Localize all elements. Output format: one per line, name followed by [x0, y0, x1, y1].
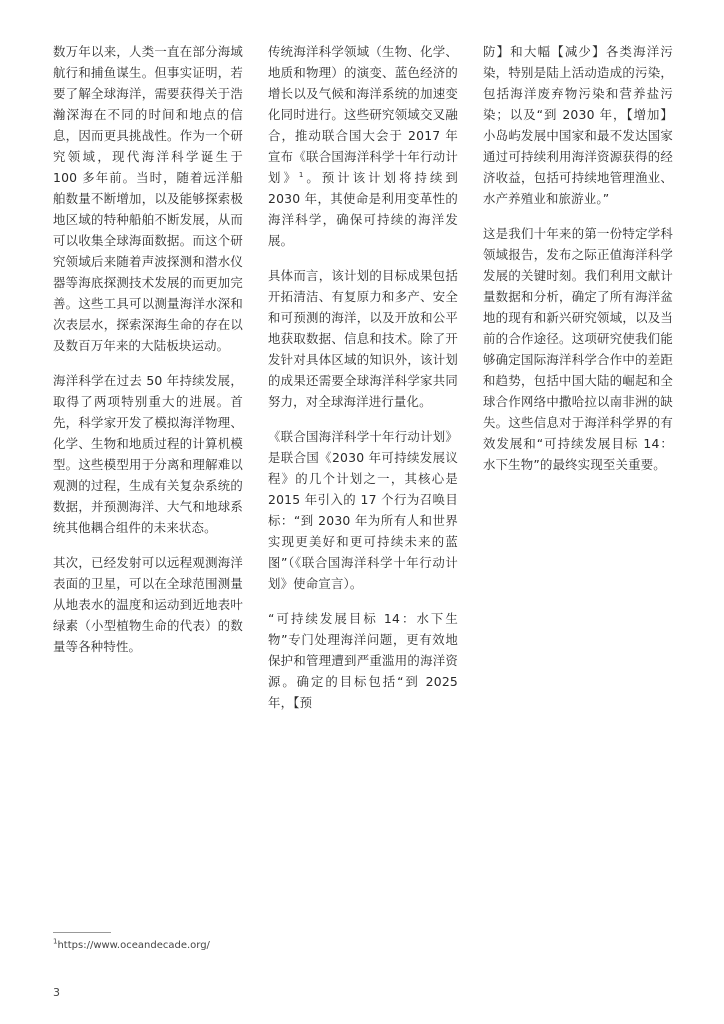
paragraph: 海洋科学在过去 50 年持续发展，取得了两项特别重大的进展。首先，科学家开发了模拟海洋物理、化学、生物和地质过程的计算机模型。这些模型用于分离和理解难以观测的过程，生成有关复杂系统的数据，并预测海洋、大气和地球系统其他耦合组件的未来状态。 — [53, 373, 243, 535]
footnote-mark: 1 — [53, 937, 58, 946]
paragraph: 具体而言，该计划的目标成果包括开拓清洁、有复原力和多产、安全和可预测的海洋，以及开放和公平地获取数据、信息和技术。除了开发针对具体区域的知识外，该计划的成果还需要全球海洋科学家共同努力，对全球海洋进行量化。 — [268, 268, 458, 409]
page-number: 3 — [53, 986, 60, 999]
paragraph: 数万年以来，人类一直在部分海域航行和捕鱼谋生。但事实证明，若要了解全球海洋，需要获得关于浩瀚深海在不同的时间和地点的信息，因而更具挑战性。作为一个研究领域，现代海洋科学诞生于 100 多年前。当时，随着远洋船舶数量不断增加，以及能够探索极地区域的特种船舶不断发展，从而可以收集全球海面数据。而这个研究领域后来随着声波探测和潜水仪器等海底探测技术发展的而更加完善。这些工具可以测量海洋水深和次表层水，探索深海生命的存在以及数百万年来的大陆板块运动。 — [53, 44, 243, 353]
paragraph-text: 传统海洋科学领域（生物、化学、地质和物理）的演变、蓝色经济的增长以及气候和海洋系统的加速变化同时进行。这些研究领域交叉融合，推动联合国大会于 2017 年宣布《联合国海洋科学十年行动计划》 — [268, 44, 458, 185]
footnote-link[interactable]: https://www.oceandecade.org/ — [57, 940, 210, 951]
paragraph: “可持续发展目标 14：水下生物”专门处理海洋问题，更有效地保护和管理遭到严重滥用的海洋资源。确定的目标包括“到 2025 年，【预 — [268, 611, 458, 710]
footnote — [53, 937, 210, 951]
column-1 — [53, 41, 243, 671]
column-3 — [483, 41, 673, 489]
paragraph-with-footnote-ref — [268, 41, 458, 251]
paragraph-text: 。预计该计划将持续到 2030 年，其使命是利用变革性的海洋科学，确保可持续的海洋发展。 — [268, 170, 458, 248]
paragraph: 其次，已经发射可以远程观测海洋表面的卫星，可以在全球范围测量从地表水的温度和运动到近地表叶绿素（小型植物生命的代表）的数量等各种特性。 — [53, 555, 243, 654]
paragraph: 《联合国海洋科学十年行动计划》是联合国《2030 年可持续发展议程》的几个计划之一，其核心是 2015 年引入的 17 个行为召唤目标：“到 2030 年为所有人和世界实现更美好和更可持续未来的蓝图”（《联合国海洋科学十年行动计划》使命宣言）。 — [268, 429, 458, 591]
column-2 — [268, 41, 458, 727]
footnote-divider — [53, 932, 111, 933]
footnote-reference[interactable]: 1 — [298, 170, 304, 179]
paragraph: 这是我们十年来的第一份特定学科领域报告，发布之际正值海洋科学发展的关键时刻。我们利用文献计量数据和分析，确定了所有海洋盆地的现有和新兴研究领域，以及当前的合作途径。这项研究使我们能够确定国际海洋科学合作中的差距和趋势，包括中国大陆的崛起和全球合作网络中撒哈拉以南非洲的缺失。这些信息对于海洋科学界的有效发展和“可持续发展目标 14：水下生物”的最终实现至关重要。 — [483, 226, 673, 472]
paragraph: 防】和大幅【减少】各类海洋污染，特别是陆上活动造成的污染，包括海洋废弃物污染和营养盐污染；以及“到 2030 年，【增加】小岛屿发展中国家和最不发达国家通过可持续利用海洋资源获得的经济收益，包括可持续地管理渔业、水产养殖业和旅游业。” — [483, 44, 673, 206]
